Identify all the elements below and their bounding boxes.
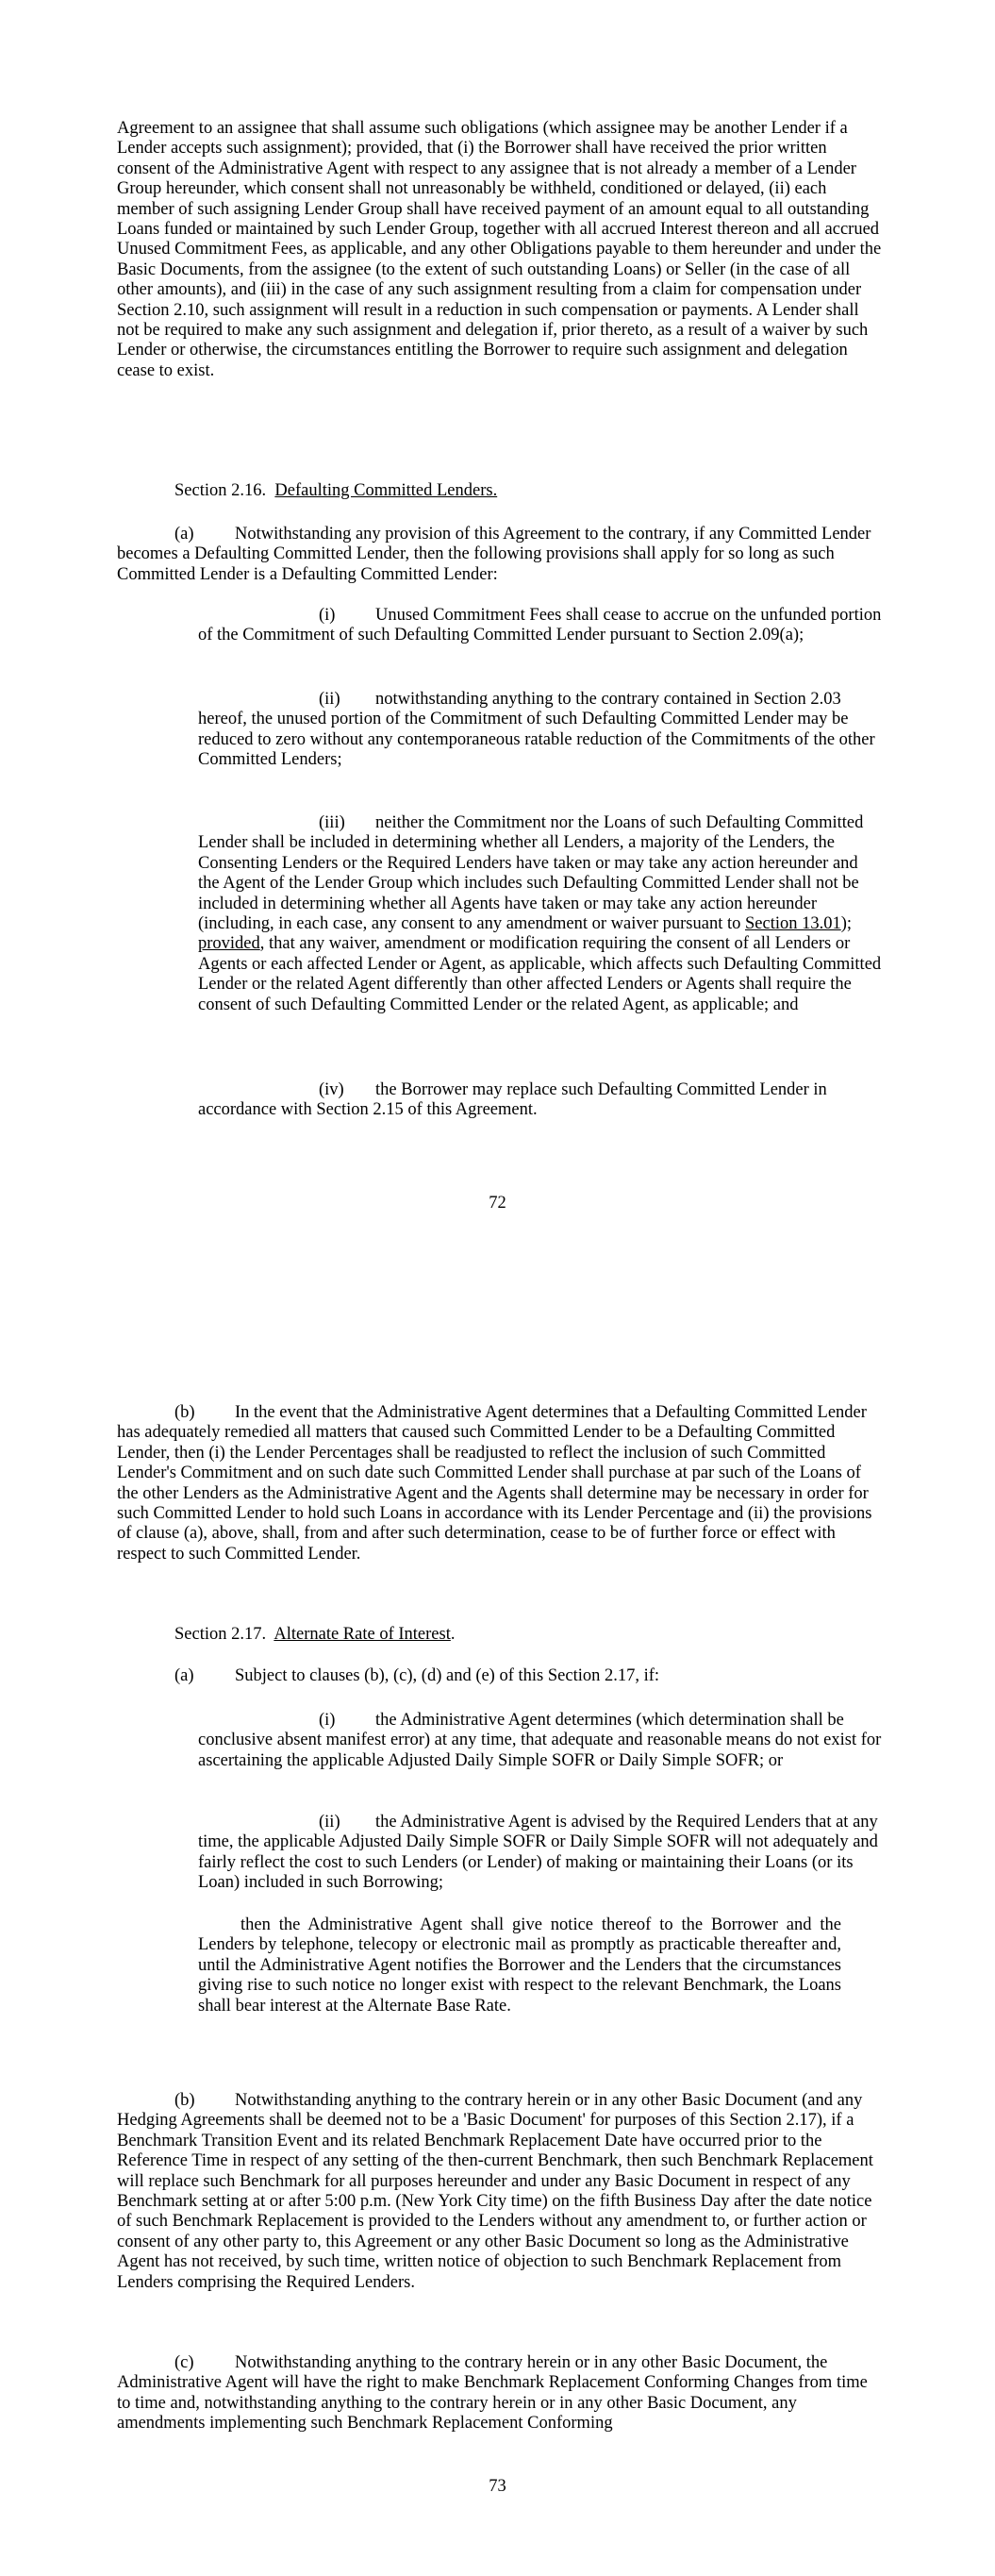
clause-text: Notwithstanding any provision of this Agreement to the contrary, if any Committed Lender becomes a Defaulting Committed Lender, then the following provisions shall apply for so long as such Committed Lender is a Defaulting Committed Lender: xyxy=(117,525,871,584)
clause-label: (c) xyxy=(174,2353,194,2372)
item-text: , that any waiver, amendment or modification requiring the consent of all Lenders or Agents or each affected Lender or Agent, as applicable, which affects such Defaulting Committed Lender or the related Agent differently than other affected Lenders or Agents shall require the consent of such Defaulting Committed Lender or the related Agent, as applicable; and xyxy=(198,934,882,1014)
item-text: the Administrative Agent determines (which determination shall be conclusive absent manifest error) at any time, that adequate and reasonable means do not exist for ascertaining the applicable Adjusted Daily Simple SOFR or Daily Simple SOFR; or xyxy=(198,1711,882,1770)
clause-label: (b) xyxy=(174,1403,195,1422)
item-iv xyxy=(198,1080,882,1121)
clause-label: (b) xyxy=(174,2091,195,2110)
proviso: provided xyxy=(198,934,260,954)
paragraph-b xyxy=(117,2091,882,2293)
clause-text: Subject to clauses (b), (c), (d) and (e) of this Section 2.17, if: xyxy=(235,1666,660,1685)
item-ii xyxy=(198,1813,882,1894)
clause-label: (a) xyxy=(174,1666,194,1685)
clause-text: In the event that the Administrative Agent determines that a Defaulting Committed Lender has adequately remedied all matters that caused such Committed Lender to be a Defaulting Committed Lender, then (i) the Lender Percentages shall be readjusted to reflect the inclusion of such Committed Lender's Commitment and on such date such Committed Lender shall purchase at par such of the Loans of the other Lenders as the Administrative Agent and the Agents shall determine may be necessary in order for such Committed Lender to hold such Loans in accordance with its Lender Percentage and (ii) the provisions of clause (a), above, shall, from and after such determination, cease to be of further force or effect with respect to such Committed Lender. xyxy=(117,1403,872,1564)
item-text: the Borrower may replace such Defaulting Committed Lender in accordance with Section 2.15 of this Agreement. xyxy=(198,1080,827,1120)
section-heading-2-17 xyxy=(117,1625,882,1645)
paragraph-a xyxy=(117,525,882,585)
page-73 xyxy=(0,1288,995,2576)
clause-text: Notwithstanding anything to the contrary herein or in any other Basic Document, the Administrative Agent will have the right to make Benchmark Replacement Conforming Changes from time to time and, notwithstanding anything to the contrary herein or in any other Basic Document, any amendments implementing such Benchmark Replacement Conforming xyxy=(117,2353,868,2434)
item-text: the Administrative Agent is advised by the Required Lenders that at any time, the applicable Adjusted Daily Simple SOFR or Daily Simple SOFR will not adequately and fairly reflect the cost to such Lenders (or Lender) of making or maintaining their Loans (or its Loan) included in such Borrowing; xyxy=(198,1813,878,1893)
item-label: (iv) xyxy=(319,1080,344,1099)
item-i xyxy=(198,1711,882,1771)
item-i xyxy=(198,606,882,646)
paragraph-c xyxy=(117,2353,882,2434)
then-text: then the Administrative Agent shall give notice thereof to the Borrower and the Lenders by telephone, telecopy or electronic mail as promptly as practicable thereafter and, until the Administrative Agent notifies the Borrower and the Lenders that the circumstances giving rise to such notice no longer exist with respect to the relevant Benchmark, the Loans shall bear interest at the Alternate Base Rate. xyxy=(198,1915,841,2016)
section-number: Section 2.16. xyxy=(174,481,267,500)
item-text: notwithstanding anything to the contrary contained in Section 2.03 hereof, the unused portion of the Commitment of such Defaulting Committed Lender may be reduced to zero without any contemporaneous ratable reduction of the Commitments of the other Committed Lenders; xyxy=(198,690,875,770)
item-label: (iii) xyxy=(319,813,345,832)
item-text: Unused Commitment Fees shall cease to accrue on the unfunded portion of the Commitment of such Defaulting Committed Lender pursuant to Section 2.09(a); xyxy=(198,606,882,645)
item-ii xyxy=(198,690,882,771)
paragraph-a xyxy=(117,1666,882,1686)
paragraph-assignment-continuation: Agreement to an assignee that shall assume such obligations (which assignee may be another Lender if a Lender accepts such assignment); provided, that (i) the Borrower shall have received the prior written consent of the Administrative Agent with respect to any assignee that is not already a member of a Lender Group hereunder, which consent shall not unreasonably be withheld, conditioned or delayed, (ii) each member of such assigning Lender Group shall have received payment of an amount equal to all outstanding Loans funded or maintained by such Lender Group, together with all accrued Interest thereon and all accrued Unused Commitment Fees, as applicable, and any other Obligations payable to them hereunder and under the Basic Documents, from the assignee (to the extent of such outstanding Loans) or Seller (in the case of all other amounts), and (iii) in the case of any such assignment resulting from a claim for compensation under Section 2.10, such assignment will result in a reduction in such compensation or payments. A Lender shall not be required to make any such assignment and delegation if, prior thereto, as a result of a waiver by such Lender or otherwise, the circumstances entitling the Borrower to require such assignment and delegation cease to exist. xyxy=(117,119,882,380)
section-heading-2-16 xyxy=(117,481,882,501)
clause-label: (a) xyxy=(174,525,194,544)
section-title: Alternate Rate of Interest xyxy=(274,1625,451,1644)
section-title: Defaulting Committed Lenders. xyxy=(274,481,498,500)
item-label: (ii) xyxy=(319,1813,340,1832)
item-text: ); xyxy=(840,914,853,934)
section-number: Section 2.17. xyxy=(174,1625,267,1644)
section-title-period: . xyxy=(450,1625,456,1644)
item-label: (ii) xyxy=(319,690,340,709)
paragraph-b xyxy=(117,1403,882,1564)
clause-text: Notwithstanding anything to the contrary herein or in any other Basic Document (and any Hedging Agreements shall be deemed not to be a 'Basic Document' for purposes of this Section 2.17), if a Benchmark Transition Event and its related Benchmark Replacement Date have occurred prior to the Reference Time in respect of any setting of the then-current Benchmark, then such Benchmark Replacement will replace such Benchmark for all purposes hereunder and under any Basic Document in respect of any Benchmark setting at or after 5:00 p.m. (New York City time) on the fifth Business Day after the date notice of such Benchmark Replacement is provided to the Lenders without any amendment to, or further action or consent of any other party to, this Agreement or any other Basic Document so long as the Administrative Agent has not received, by such time, written notice of objection to such Benchmark Replacement from Lenders comprising the Required Lenders. xyxy=(117,2091,873,2292)
then-paragraph xyxy=(198,1915,841,2016)
item-label: (i) xyxy=(319,606,336,625)
item-text: neither the Commitment nor the Loans of such Defaulting Committed Lender shall be included in determining whether all Lenders, a majority of the Lenders, the Consenting Lenders or the Required Lenders have taken or may take any action hereunder and the Agent of the Lender Group which includes such Defaulting Committed Lender shall not be included in determining whether all Agents have taken or may take any action hereunder (including, in each case, any consent to any amendment or waiver pursuant to xyxy=(198,813,864,934)
page-number: 73 xyxy=(489,2477,506,2496)
item-label: (i) xyxy=(319,1711,336,1730)
item-iii xyxy=(198,813,882,1015)
page-number: 72 xyxy=(489,1194,506,1213)
section-reference: Section 13.01 xyxy=(745,914,841,934)
